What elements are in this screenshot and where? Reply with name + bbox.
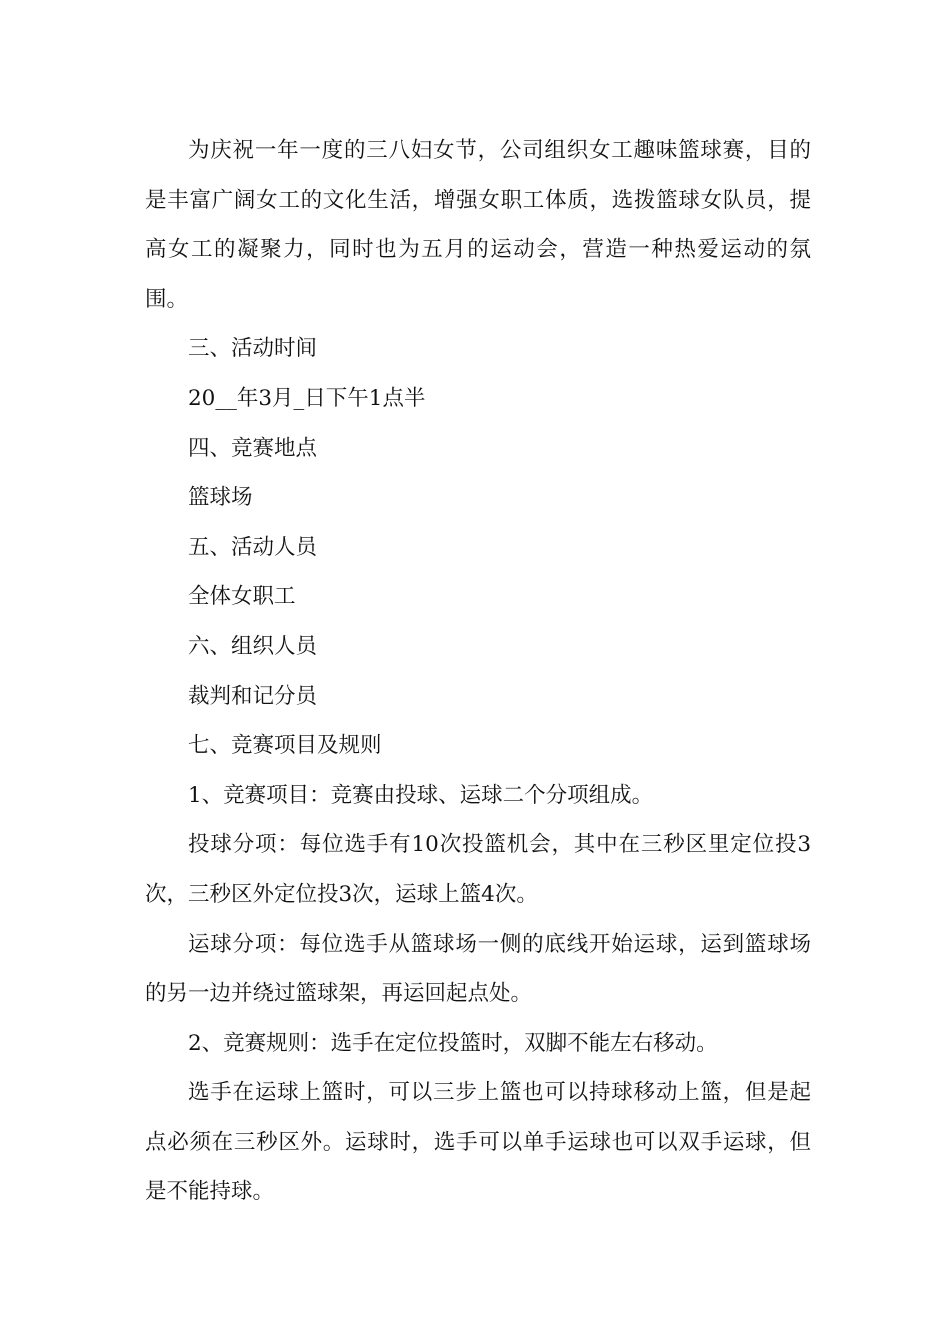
rules-paragraph: 2、竞赛规则：选手在定位投篮时，双脚不能左右移动。	[188, 1030, 718, 1056]
layup-rules-paragraph: 选手在运球上篮时，可以三步上篮也可以持球移动上篮，但是起点必须在三秒区外。运球时，选手可以单手运球也可以双手运球，但是不能持球。	[145, 1080, 811, 1205]
section-heading-organizers: 六、组织人员	[188, 633, 318, 659]
activity-time-text: 20__年3月_日下午1点半	[188, 385, 426, 411]
section-heading-participants: 五、活动人员	[188, 534, 318, 560]
section-heading-activity-time: 三、活动时间	[188, 336, 318, 362]
events-paragraph: 1、竞赛项目：竞赛由投球、运球二个分项组成。	[188, 782, 654, 808]
organizers-text: 裁判和记分员	[188, 683, 318, 709]
dribbling-event-paragraph: 运球分项：每位选手从篮球场一侧的底线开始运球，运到篮球场的另一边并绕过篮球架，再运回起点处。	[145, 931, 811, 1007]
venue-text: 篮球场	[188, 485, 253, 511]
intro-paragraph: 为庆祝一年一度的三八妇女节，公司组织女工趣味篮球赛，目的是丰富广阔女工的文化生活，增强女职工体质，选拨篮球女队员，提高女工的凝聚力，同时也为五月的运动会，营造一种热爱运动的氛围。	[145, 138, 811, 312]
section-heading-events-rules: 七、竞赛项目及规则	[188, 733, 382, 759]
section-heading-venue: 四、竞赛地点	[188, 435, 318, 461]
document-body	[145, 126, 811, 1217]
shooting-event-paragraph: 投球分项：每位选手有10次投篮机会，其中在三秒区里定位投3次，三秒区外定位投3次，运球上篮4次。	[145, 832, 811, 907]
participants-text: 全体女职工	[188, 584, 296, 610]
